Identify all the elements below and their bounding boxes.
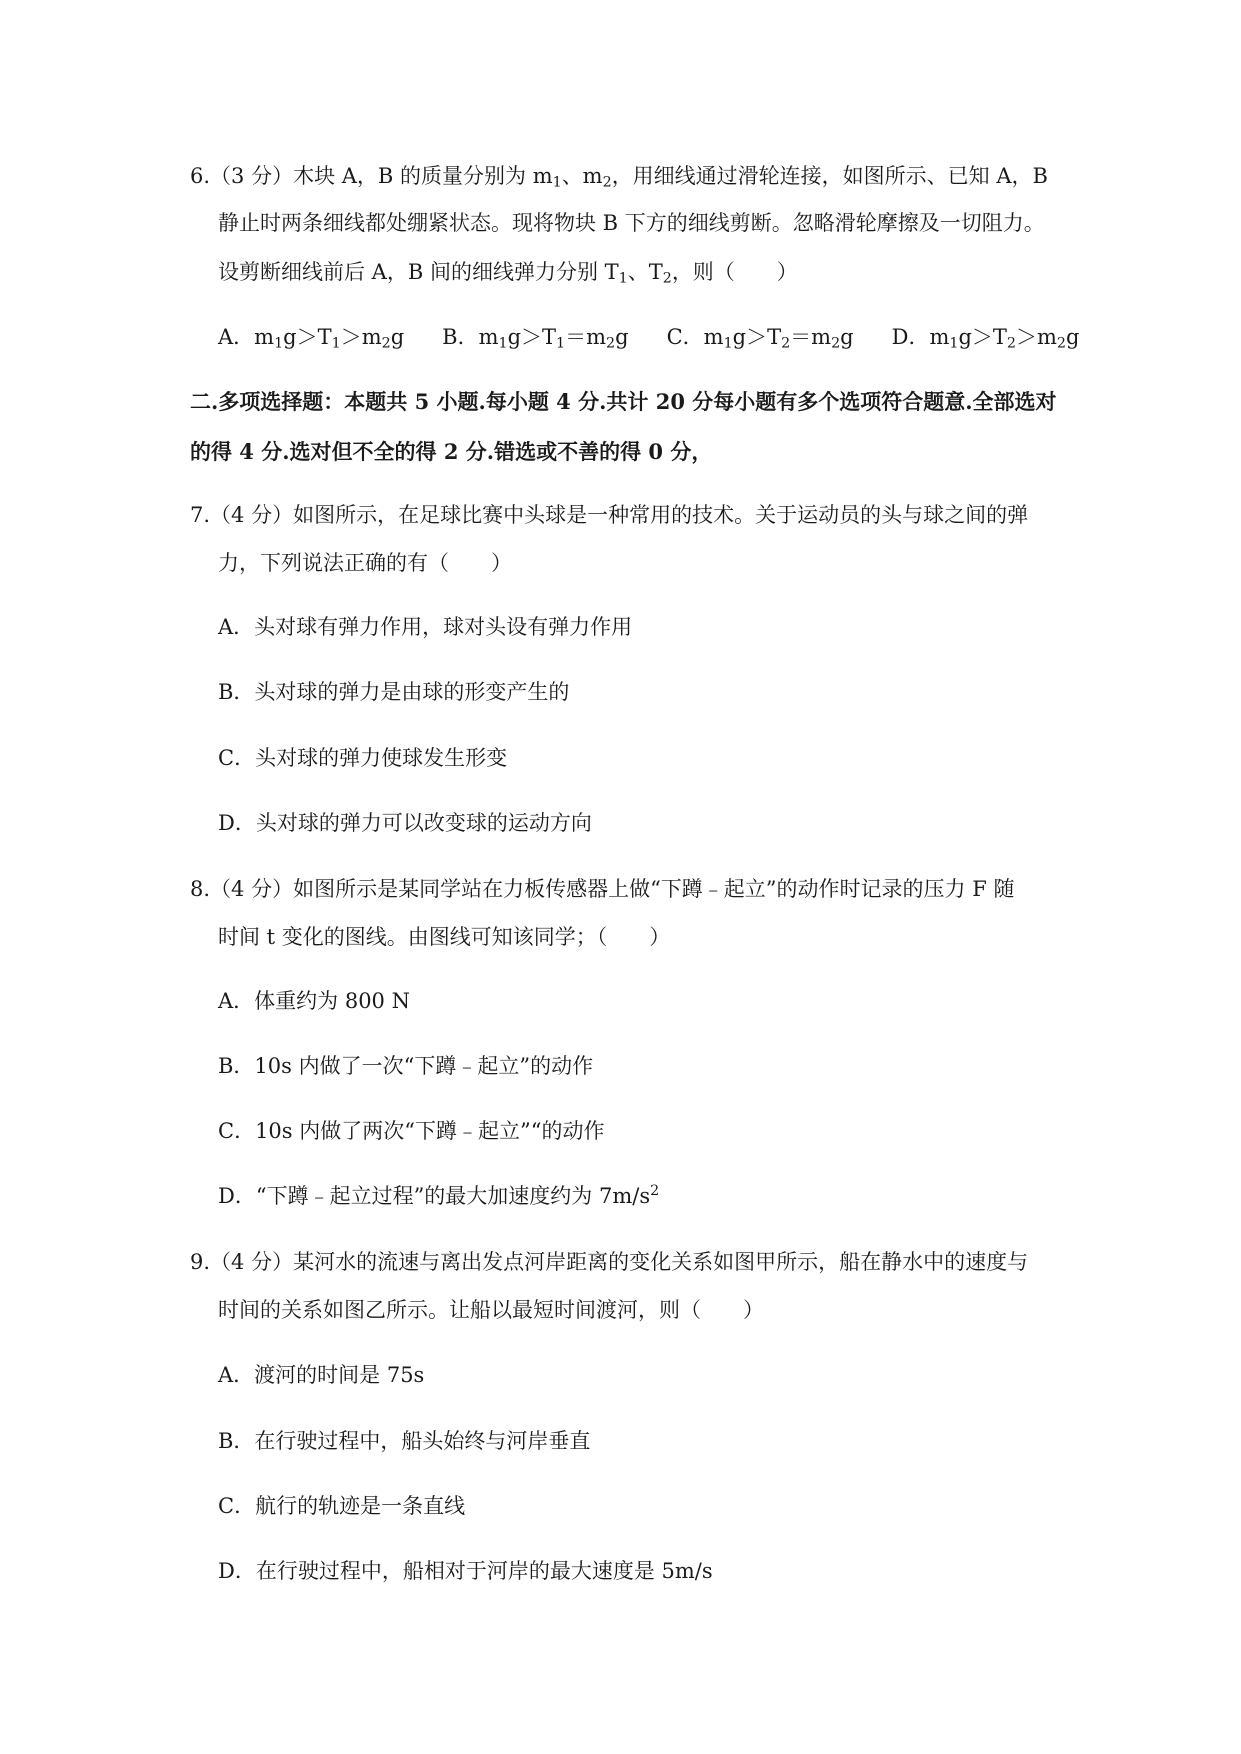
q6-options-row: [218, 325, 1080, 352]
q8-option-d[interactable]: D．“下蹲﹣起立过程”的最大加速度约为 $7m/s^2$: [218, 1183, 660, 1208]
q6-option-b[interactable]: B．$m_1g>T_1=m_2g$: [442, 325, 629, 352]
q8-stem-line-1: 8.（4 分）如图所示是某同学站在力板传感器上做“下蹲﹣起立”的动作时记录的压力 F 随: [190, 877, 1015, 901]
q7-option-c[interactable]: C．头对球的弹力使球发生形变: [218, 746, 508, 770]
section-2-heading-line-2: 的得 4 分.选对但不全的得 2 分.错选或不善的得 0 分，: [190, 439, 713, 464]
section-2-heading-line-1: 二.多项选择题：本题共 5 小题.每小题 4 分.共计 20 分每小题有多个选项符合题意.全部选对: [190, 389, 1057, 414]
q6-stem-line-2: 静止时两条细线都处绷紧状态。现将物块 B 下方的细线剪断。忽略滑轮摩擦及一切阻力。: [218, 211, 1045, 235]
q7-option-b[interactable]: B．头对球的弹力是由球的形变产生的: [218, 680, 570, 704]
q7-option-a[interactable]: A．头对球有弹力作用，球对头设有弹力作用: [218, 615, 633, 639]
q9-option-b[interactable]: B．在行驶过程中，船头始终与河岸垂直: [218, 1429, 591, 1453]
q7-stem-line-1: 7.（4 分）如图所示，在足球比赛中头球是一种常用的技术。关于运动员的头与球之间的弹: [190, 503, 1029, 527]
q8-option-b[interactable]: B．10s 内做了一次“下蹲﹣起立”的动作: [218, 1054, 594, 1078]
q6-stem-line-3: 设剪断细线前后 A，B 间的细线弹力分别 $T_1$、$T_2$，则（ ）: [218, 260, 798, 287]
q8-option-a[interactable]: A．体重约为 800 N: [218, 989, 410, 1013]
q6-option-d[interactable]: D．$m_1g>T_2>m_2g$: [891, 325, 1080, 352]
q8-option-c[interactable]: C．10s 内做了两次“下蹲﹣起立”“的动作: [218, 1119, 605, 1143]
q8-stem-line-2: 时间 t 变化的图线。由图线可知该同学；（ ）: [218, 925, 671, 949]
q6-option-a[interactable]: A．$m_1g>T_1>m_2g$: [218, 325, 405, 352]
q7-option-d[interactable]: D．头对球的弹力可以改变球的运动方向: [218, 811, 592, 835]
q9-option-c[interactable]: C．航行的轨迹是一条直线: [218, 1494, 466, 1518]
q6-option-c[interactable]: C．$m_1g>T_2=m_2g$: [666, 325, 854, 352]
q9-option-d[interactable]: D．在行驶过程中，船相对于河岸的最大速度是 5m/s: [218, 1559, 713, 1583]
q6-stem-line-1: 6.（3 分）木块 A，B 的质量分别为 $m_1$、$m_2$，用细线通过滑轮连接，如图所示、已知 A，B: [190, 164, 1048, 191]
q9-stem-line-1: 9.（4 分）某河水的流速与离出发点河岸距离的变化关系如图甲所示，船在静水中的速度与: [190, 1250, 1029, 1274]
q9-option-a[interactable]: A．渡河的时间是 75s: [218, 1363, 425, 1387]
q9-stem-line-2: 时间的关系如图乙所示。让船以最短时间渡河，则（ ）: [218, 1298, 764, 1322]
q7-stem-line-2: 力，下列说法正确的有（ ）: [218, 551, 512, 575]
